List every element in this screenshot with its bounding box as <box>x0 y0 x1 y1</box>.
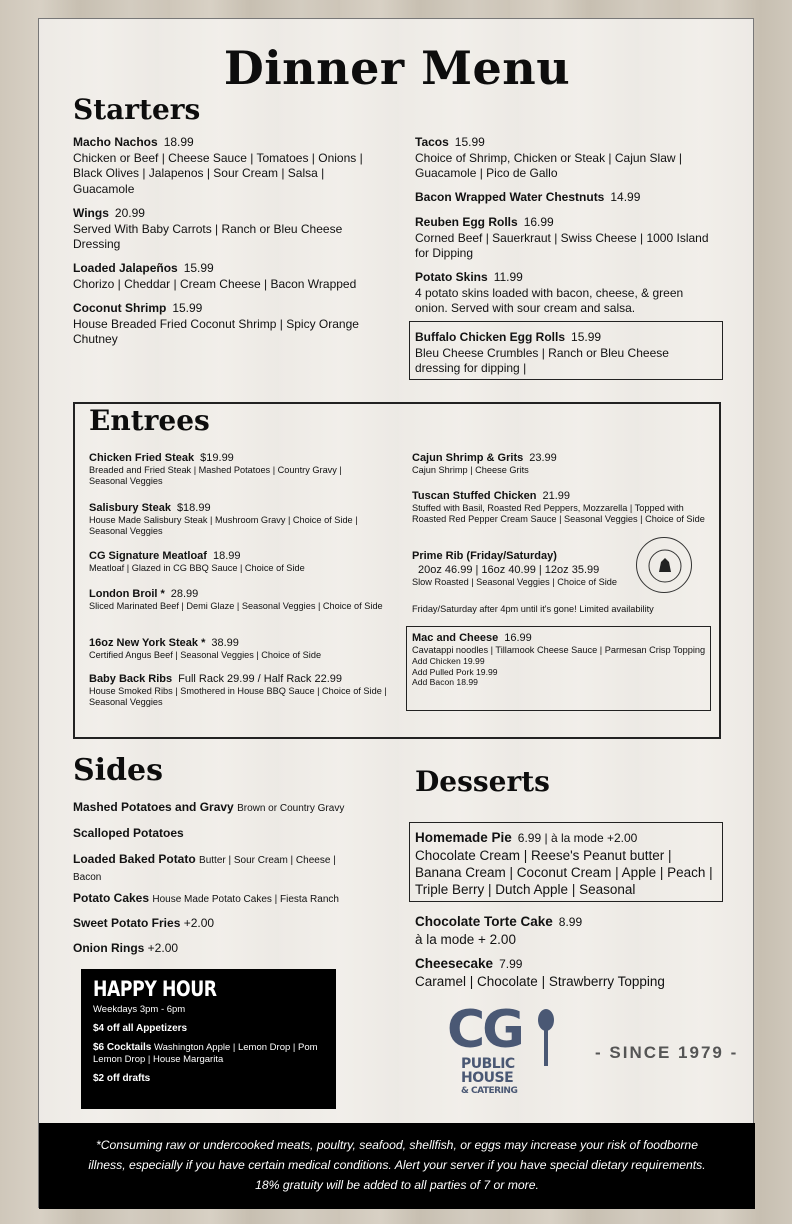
item-name: Onion Rings <box>73 941 145 955</box>
item-desc: Breaded and Fried Steak | Mashed Potatoes | Country Gravy | Seasonal Veggies <box>89 464 342 486</box>
item-desc: Slow Roasted | Seasonal Veggies | Choice of Side <box>412 576 617 587</box>
happy-hour-panel <box>81 969 336 1109</box>
item-desc: House Made Potato Cakes | Fiesta Ranch <box>152 894 339 905</box>
item-price: 20.99 <box>114 206 145 220</box>
starters-heading: Starters <box>73 93 201 126</box>
item-price: 16.99 <box>523 215 554 229</box>
item-name: 16oz New York Steak * <box>89 637 206 649</box>
entrees-box <box>73 402 721 739</box>
add-on: Add Bacon 18.99 <box>412 677 478 687</box>
item-desc: House Made Salisbury Steak | Mushroom Gravy | Choice of Side | Seasonal Veggies <box>89 514 358 536</box>
menu-item <box>89 637 389 661</box>
item-price: Full Rack 29.99 / Half Rack 22.99 <box>178 673 343 685</box>
side-item <box>73 852 343 885</box>
item-name: Homemade Pie <box>415 830 512 845</box>
menu-item <box>73 135 373 197</box>
desserts-heading: Desserts <box>415 765 550 798</box>
item-desc: 4 potato skins loaded with bacon, cheese, & green onion. Served with sour cream and salsa. <box>415 285 684 315</box>
side-item <box>73 941 373 957</box>
item-desc: Chorizo | Cheddar | Cream Cheese | Bacon Wrapped <box>73 276 357 291</box>
menu-item <box>89 502 389 538</box>
spoon-icon <box>535 1008 557 1068</box>
side-item <box>73 891 373 908</box>
item-name: Chocolate Torte Cake <box>415 914 553 929</box>
item-name: Loaded Baked Potato <box>73 852 196 866</box>
menu-item <box>415 330 717 377</box>
happy-hour-appetizers: $4 off all Appetizers <box>93 1023 188 1034</box>
menu-item <box>415 135 715 182</box>
happy-hour-drafts: $2 off drafts <box>93 1073 151 1084</box>
menu-item <box>412 490 712 526</box>
menu-item <box>415 215 725 262</box>
sides-heading: Sides <box>73 753 164 788</box>
happy-hour-title: HAPPY HOUR <box>93 977 217 1001</box>
item-name: Loaded Jalapeños <box>73 261 178 275</box>
item-name: Tacos <box>415 135 449 149</box>
item-price: 11.99 <box>493 270 523 284</box>
item-name: Mac and Cheese <box>412 632 499 644</box>
item-price: 28.99 <box>170 588 199 600</box>
pendleton-beef-seal <box>636 537 692 593</box>
logo-line2: HOUSE <box>461 1070 514 1086</box>
cg-logo <box>441 1000 561 1104</box>
menu-item <box>73 301 363 348</box>
item-price: 18.99 <box>212 550 241 562</box>
dessert-item <box>415 829 719 898</box>
menu-item <box>412 632 708 688</box>
item-name: Bacon Wrapped Water Chestnuts <box>415 190 605 204</box>
happy-hour-time: Weekdays 3pm - 6pm <box>93 1004 186 1015</box>
item-desc: Stuffed with Basil, Roasted Red Peppers, Mozzarella | Topped with Roasted Red Pepper Cream Sauce | Seasonal Veggies | Choice of Side <box>412 502 705 524</box>
item-name: Potato Skins <box>415 270 488 284</box>
page-title: Dinner Menu <box>223 41 571 95</box>
add-on: Add Chicken 19.99 <box>412 656 485 666</box>
entrees-heading: Entrees <box>89 404 210 437</box>
menu-item <box>89 550 389 574</box>
item-price: 16.99 <box>504 632 532 644</box>
item-name: CG Signature Meatloaf <box>89 550 207 562</box>
item-desc: Served With Baby Carrots | Ranch or Bleu Cheese Dressing <box>73 221 343 251</box>
item-name: Potato Cakes <box>73 891 150 905</box>
item-desc: House Breaded Fried Coconut Shrimp | Spicy Orange Chutney <box>73 316 359 346</box>
item-name: Macho Nachos <box>73 135 158 149</box>
prime-rib-note: Friday/Saturday after 4pm until it's gone! Limited availability <box>412 604 654 614</box>
item-desc: Bleu Cheese Crumbles | Ranch or Bleu Cheese dressing for dipping | <box>415 345 669 375</box>
item-name: Scalloped Potatoes <box>73 826 184 840</box>
item-name: Prime Rib (Friday/Saturday) <box>412 550 557 562</box>
dessert-item <box>415 913 719 948</box>
item-name: London Broil * <box>89 588 165 600</box>
since-tagline: - SINCE 1979 - <box>595 1043 739 1062</box>
item-desc: Cavatappi noodles | Tillamook Cheese Sauce | Parmesan Crisp Topping <box>412 644 706 655</box>
menu-item <box>412 452 712 476</box>
item-name: Salisbury Steak <box>89 502 171 514</box>
item-price: 14.99 <box>610 190 641 204</box>
logo-line1: PUBLIC <box>461 1056 515 1072</box>
item-name: Buffalo Chicken Egg Rolls <box>415 330 566 344</box>
side-item <box>73 826 373 842</box>
item-desc: House Smoked Ribs | Smothered in House BBQ Sauce | Choice of Side | Seasonal Veggies <box>89 685 387 707</box>
item-name: Chicken Fried Steak <box>89 452 195 464</box>
menu-item <box>89 673 389 709</box>
item-price: 18.99 <box>163 135 194 149</box>
menu-item <box>415 270 705 317</box>
item-desc: Choice of Shrimp, Chicken or Steak | Cajun Slaw | Guacamole | Pico de Gallo <box>415 150 683 180</box>
item-name: Tuscan Stuffed Chicken <box>412 490 537 502</box>
item-price: 15.99 <box>172 301 203 315</box>
add-on: Add Pulled Pork 19.99 <box>412 666 498 677</box>
item-name: Coconut Shrimp <box>73 301 167 315</box>
item-price: $18.99 <box>176 502 211 514</box>
item-desc: +2.00 <box>147 941 179 955</box>
item-price: 7.99 <box>499 957 523 971</box>
item-price: 6.99 | à la mode +2.00 <box>517 831 638 845</box>
item-desc: Chocolate Cream | Reese's Peanut butter | Banana Cream | Coconut Cream | Apple | Peach | Triple Berry | Dutch Apple | Seasonal <box>415 848 713 897</box>
item-price: 23.99 <box>529 452 557 464</box>
item-name: Cheesecake <box>415 956 494 971</box>
menu-item <box>73 206 363 253</box>
item-desc: Caramel | Chocolate | Strawberry Topping <box>415 974 665 989</box>
item-price: 21.99 <box>542 490 571 502</box>
item-desc: Brown or Country Gravy <box>237 803 345 814</box>
item-name: Baby Back Ribs <box>89 673 173 685</box>
item-desc: Butter | Sour Cream | Cheese | Bacon <box>73 855 336 883</box>
menu-item <box>412 550 642 588</box>
item-name: Cajun Shrimp & Grits <box>412 452 524 464</box>
item-sizes: 20oz 46.99 | 16oz 40.99 | 12oz 35.99 <box>418 563 600 576</box>
item-name: Sweet Potato Fries <box>73 916 181 930</box>
side-item <box>73 800 373 817</box>
menu-card <box>38 18 754 1208</box>
logo-cg: CG <box>447 1000 522 1060</box>
item-price: 15.99 <box>571 330 602 344</box>
disclaimer-footer: *Consuming raw or undercooked meats, poultry, seafood, shellfish, or eggs may increase your risk of foodborne illness, especially if you have certain medical conditions. Alert your server if you have special dietary requirements. 18% gratuity will be added to all parties of 7 or more. <box>39 1123 755 1209</box>
happy-hour-cocktails: Washington Apple | Lemon Drop | Pom Lemon Drop | House Margarita <box>93 1042 318 1065</box>
item-desc: Cajun Shrimp | Cheese Grits <box>412 464 529 475</box>
item-desc: Chicken or Beef | Cheese Sauce | Tomatoes | Onions | Black Olives | Jalapenos | Sour Cream | Salsa | Guacamole <box>73 150 363 196</box>
item-desc: Sliced Marinated Beef | Demi Glaze | Seasonal Veggies | Choice of Side <box>89 600 383 611</box>
item-price: 15.99 <box>183 261 214 275</box>
item-desc: Certified Angus Beef | Seasonal Veggies | Choice of Side <box>89 649 322 660</box>
menu-item <box>73 261 373 292</box>
item-price: 38.99 <box>211 637 239 649</box>
item-price: $19.99 <box>200 452 234 464</box>
dessert-item <box>415 955 719 990</box>
item-price: 8.99 <box>558 915 583 929</box>
item-desc: Corned Beef | Sauerkraut | Swiss Cheese | 1000 Island for Dipping <box>415 230 709 260</box>
menu-item <box>89 588 389 612</box>
item-name: Wings <box>73 206 109 220</box>
item-desc: +2.00 <box>183 916 215 930</box>
item-price: 15.99 <box>454 135 485 149</box>
side-item <box>73 916 373 932</box>
menu-item <box>415 190 735 206</box>
logo-line3: & CATERING <box>461 1086 518 1096</box>
menu-item <box>89 452 379 488</box>
item-name: Mashed Potatoes and Gravy <box>73 800 234 814</box>
item-desc: Meatloaf | Glazed in CG BBQ Sauce | Choice of Side <box>89 562 305 573</box>
item-desc: à la mode + 2.00 <box>415 932 516 947</box>
happy-hour-cocktails-label: $6 Cocktails <box>93 1042 152 1053</box>
item-name: Reuben Egg Rolls <box>415 215 518 229</box>
